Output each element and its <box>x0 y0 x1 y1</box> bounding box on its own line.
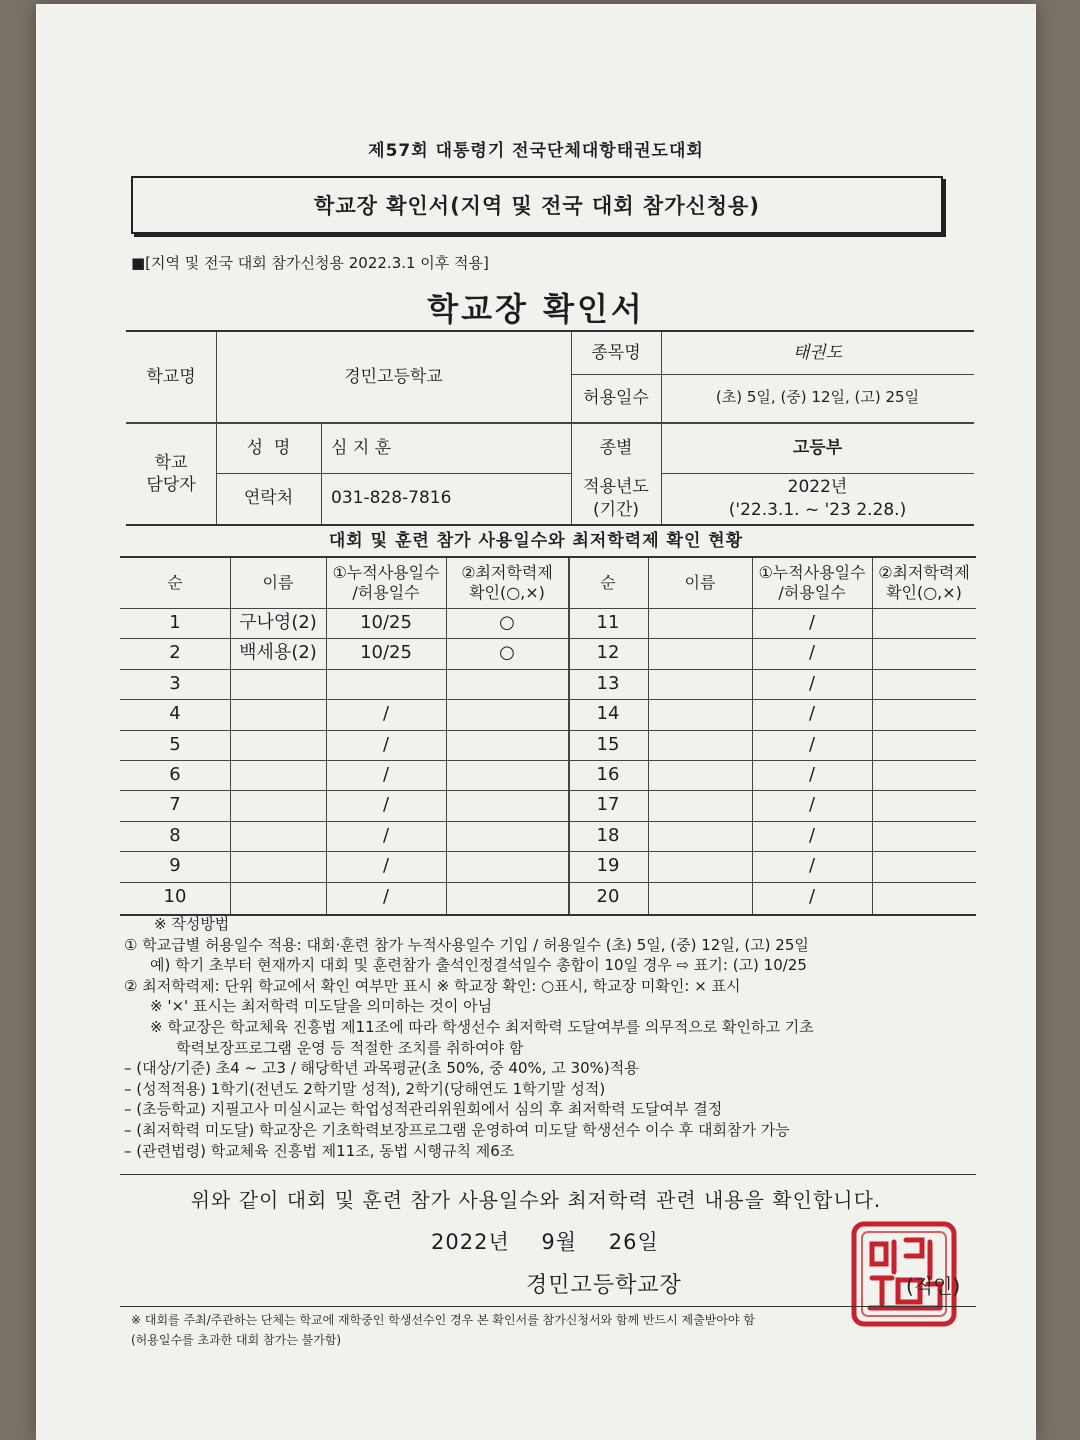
row-name-cell <box>648 699 752 729</box>
period-value: ('22.3.1. ~ '23 2.28.) <box>728 499 907 520</box>
row-days-cell: / <box>382 794 390 816</box>
name-value: 심 지 훈 <box>331 438 392 459</box>
guide-line: – (초등학교) 지필고사 미실시교는 학업성적관리위원회에서 심의 후 최저학력 도달여부 결정 <box>124 1100 723 1119</box>
guide-line: ※ '×' 표시는 최저학력 미도달을 의미하는 것이 아님 <box>150 997 493 1016</box>
row-check-cell: ○ <box>499 611 515 633</box>
row-name-cell <box>648 790 752 820</box>
row-check-cell <box>446 669 568 699</box>
row-name-cell <box>230 882 326 912</box>
guide-line: – (대상/기준) 초4 ~ 고3 / 해당학년 과목평균(초 50%, 중 40%, 고 30%)적용 <box>124 1059 639 1078</box>
row-days-cell: / <box>808 703 816 725</box>
guide-line: – (관련법령) 학교체육 진흥법 제11조, 동법 시행규칙 제6조 <box>124 1141 515 1160</box>
row-name-cell <box>230 699 326 729</box>
row-days-cell: / <box>382 703 390 725</box>
row-name-cell: 백세용(2) <box>239 642 317 664</box>
header-no-right: 순 <box>600 573 616 592</box>
row-name-cell <box>648 730 752 760</box>
guide-line: ※ 작성방법 <box>154 915 230 933</box>
row-days-cell: 10/25 <box>360 642 412 664</box>
guide-line: ① 학교급별 허용일수 적용: 대회·훈련 참가 누적사용일수 기입 / 허용일수 (초) 5일, (중) 12일, (고) 25일 <box>124 935 809 954</box>
event-title: 제57회 대통령기 전국단체대항태권도대회 <box>368 141 704 161</box>
row-days-cell: / <box>382 824 390 846</box>
row-name-cell <box>230 730 326 760</box>
row-no-cell: 3 <box>169 672 181 694</box>
row-days-cell: / <box>808 763 816 785</box>
row-name-cell <box>648 760 752 790</box>
sport-label: 종목명 <box>591 342 641 363</box>
row-check-cell <box>872 699 976 729</box>
row-no-cell: 13 <box>596 672 620 694</box>
row-check-cell <box>446 821 568 851</box>
row-days-cell: / <box>382 733 390 755</box>
guide-line: ② 최저학력제: 단위 학교에서 확인 여부만 표시 ※ 학교장 확인: ○표시, 학교장 미확인: × 표시 <box>124 976 741 995</box>
row-days-cell: / <box>808 885 816 907</box>
header-check-left: ②최저학력제 확인(○,×) <box>461 563 553 602</box>
footer-note-1: ※ 대회를 주최/주관하는 단체는 학교에 재학중인 학생선수인 경우 본 확인서를 참가신청서와 함께 반드시 제출받아야 함 <box>131 1313 755 1327</box>
phone-label: 연락처 <box>243 488 294 509</box>
form-title-box <box>131 176 943 234</box>
row-name-cell <box>648 669 752 699</box>
row-no-cell: 4 <box>169 703 181 725</box>
row-no-cell: 7 <box>169 794 181 816</box>
row-no-cell: 14 <box>596 703 620 725</box>
school-value: 경민고등학교 <box>344 366 443 387</box>
info-table <box>126 330 974 526</box>
row-days-cell: / <box>808 672 816 694</box>
row-no-cell: 19 <box>596 855 620 877</box>
header-days-right: ①누적사용일수 /허용일수 <box>758 563 866 602</box>
row-check-cell <box>446 760 568 790</box>
row-name-cell <box>648 851 752 881</box>
issue-date: 2022년 9월 26일 <box>431 1230 659 1254</box>
row-no-cell: 6 <box>169 763 181 785</box>
row-check-cell <box>446 699 568 729</box>
row-name-cell <box>648 638 752 668</box>
contact-label: 학교 담당자 <box>146 452 196 495</box>
allowed-days-label: 허용일수 <box>583 387 649 408</box>
row-name-cell <box>230 669 326 699</box>
year-value: 2022년 <box>787 477 848 498</box>
header-name-right: 이름 <box>684 573 716 592</box>
name-label: 성 명 <box>246 438 291 459</box>
participation-table <box>120 556 976 916</box>
footer-note-2: (허용일수를 초과한 대회 참가는 불가함) <box>131 1333 342 1347</box>
header-name-left: 이름 <box>262 573 294 592</box>
row-no-cell: 10 <box>163 885 187 907</box>
row-days-cell: 10/25 <box>360 611 412 633</box>
row-name-cell <box>230 821 326 851</box>
row-no-cell: 9 <box>169 855 181 877</box>
row-days-cell: / <box>808 611 816 633</box>
row-name-cell <box>230 790 326 820</box>
row-check-cell <box>872 638 976 668</box>
row-name-cell <box>230 851 326 881</box>
row-no-cell: 15 <box>596 733 620 755</box>
row-check-cell <box>446 851 568 881</box>
row-name-cell <box>648 821 752 851</box>
row-no-cell: 17 <box>596 794 620 816</box>
row-no-cell: 1 <box>169 611 181 633</box>
division-label: 종별 <box>599 438 633 459</box>
row-days-cell: / <box>808 824 816 846</box>
row-no-cell: 8 <box>169 824 181 846</box>
header-check-right: ②최저학력제 확인(○,×) <box>878 563 970 602</box>
header-no-left: 순 <box>167 573 183 592</box>
row-days-cell: / <box>382 885 390 907</box>
row-no-cell: 11 <box>596 611 620 633</box>
main-title: 학교장 확인서 <box>427 290 645 328</box>
row-days-cell: / <box>808 794 816 816</box>
confirmation-statement: 위와 같이 대회 및 훈련 참가 사용일수와 최저학력 관련 내용을 확인합니다. <box>190 1188 882 1212</box>
row-check-cell <box>872 851 976 881</box>
row-check-cell <box>872 760 976 790</box>
guide-line: 학력보장프로그램 운영 등 적절한 조치를 취하여야 함 <box>176 1038 524 1057</box>
row-days-cell <box>326 669 446 699</box>
row-days-cell: / <box>382 763 390 785</box>
row-check-cell <box>446 790 568 820</box>
row-name-cell: 구나영(2) <box>239 611 317 633</box>
row-days-cell: / <box>382 855 390 877</box>
division-value: 고등부 <box>792 438 843 459</box>
guide-line: – (최저학력 미도달) 학교장은 기초학력보장프로그램 운영하여 미도달 학생선수 이수 후 대회참가 가능 <box>124 1120 790 1139</box>
row-check-cell <box>872 882 976 912</box>
row-check-cell <box>872 730 976 760</box>
phone-value: 031-828-7816 <box>331 488 452 509</box>
row-days-cell: / <box>808 733 816 755</box>
row-no-cell: 2 <box>169 642 181 664</box>
sport-value: 태권도 <box>792 342 843 363</box>
guide-line: ※ 학교장은 학교체육 진흥법 제11조에 따라 학생선수 최저학력 도달여부를 의무적으로 확인하고 기초 <box>150 1017 814 1036</box>
document-page <box>36 4 1036 1440</box>
guide-line: – (성적적용) 1학기(전년도 2학기말 성적), 2학기(당해연도 1학기말 성적) <box>124 1079 606 1098</box>
writing-guide <box>124 914 984 1161</box>
row-check-cell <box>446 882 568 912</box>
allowed-days-value: (초) 5일, (중) 12일, (고) 25일 <box>715 388 920 407</box>
row-no-cell: 20 <box>596 885 620 907</box>
row-check-cell <box>872 608 976 638</box>
row-no-cell: 5 <box>169 733 181 755</box>
row-no-cell: 16 <box>596 763 620 785</box>
principal-signature: 경민고등학교장 <box>526 1273 682 1298</box>
row-check-cell <box>872 790 976 820</box>
header-days-left: ①누적사용일수 /허용일수 <box>332 563 440 602</box>
row-check-cell <box>446 730 568 760</box>
row-check-cell: ○ <box>499 642 515 664</box>
row-no-cell: 18 <box>596 824 620 846</box>
divider-line <box>120 1174 976 1175</box>
footer-line <box>120 1306 976 1307</box>
seal-mark: (직인) <box>906 1274 961 1298</box>
row-name-cell <box>648 608 752 638</box>
applicability-note: ■[지역 및 전국 대회 참가신청용 2022.3.1 이후 적용] <box>131 254 489 272</box>
row-name-cell <box>648 882 752 912</box>
row-check-cell <box>872 669 976 699</box>
row-days-cell: / <box>808 855 816 877</box>
row-name-cell <box>230 760 326 790</box>
row-days-cell: / <box>808 642 816 664</box>
form-title: 학교장 확인서(지역 및 전국 대회 참가신청용) <box>314 194 760 218</box>
year-label: 적용년도 (기간) <box>583 477 649 520</box>
guide-line: 예) 학기 초부터 현재까지 대회 및 훈련참가 출석인정결석일수 총합이 10일 경우 ⇨ 표기: (고) 10/25 <box>150 956 807 975</box>
year-cell <box>661 473 974 524</box>
footer-notes <box>131 1310 755 1350</box>
school-label: 학교명 <box>146 366 196 387</box>
row-no-cell: 12 <box>596 642 620 664</box>
row-check-cell <box>872 821 976 851</box>
section-title: 대회 및 훈련 참가 사용일수와 최저학력제 확인 현황 <box>328 531 744 551</box>
